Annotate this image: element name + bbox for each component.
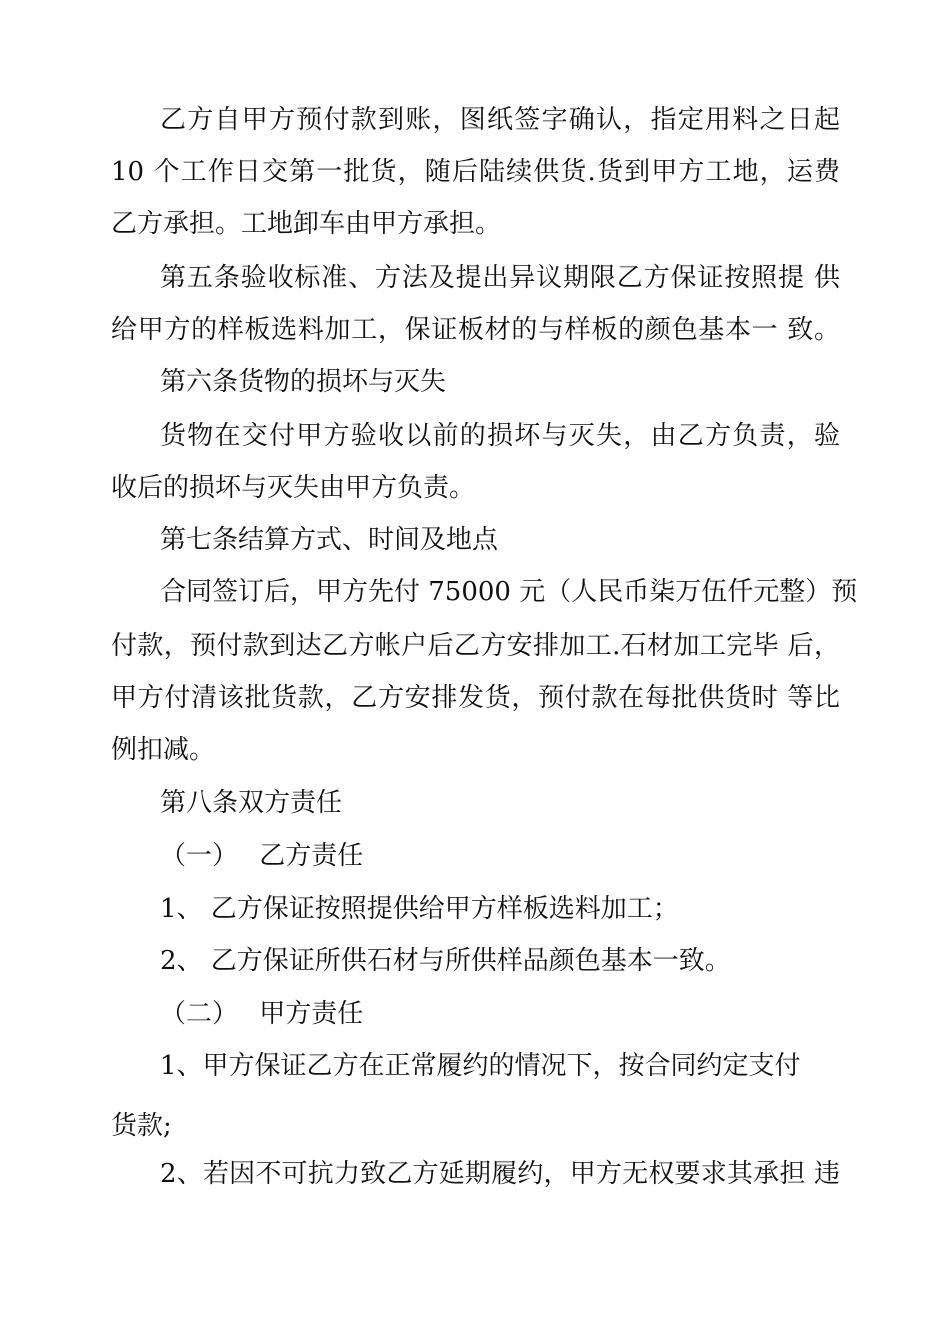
list-item: 2、若因不可抗力致乙方延期履约，甲方无权要求其承担 违 — [160, 1159, 840, 1189]
paragraph-line: 10 个工作日交第一批货，随后陆续供货.货到甲方工地，运费 — [111, 157, 840, 187]
article-8-heading: 第八条双方责任 — [160, 788, 343, 818]
article-6-heading: 第六条货物的损坏与灭失 — [160, 367, 447, 397]
section-party-a-heading: （二） 甲方责任 — [160, 999, 364, 1029]
paragraph-line: 货款; — [111, 1111, 172, 1141]
article-5-heading: 第五条验收标准、方法及提出异议期限乙方保证按照提 供 — [160, 263, 840, 293]
article-7-heading: 第七条结算方式、时间及地点 — [160, 525, 499, 555]
list-item: 1、甲方保证乙方在正常履约的情况下，按合同约定支付 — [160, 1051, 801, 1081]
list-item: 2、 乙方保证所供石材与所供样品颜色基本一致。 — [160, 946, 731, 976]
section-party-b-heading: （一） 乙方责任 — [160, 841, 364, 871]
paragraph-line: 收后的损坏与灭失由甲方负责。 — [111, 473, 476, 503]
paragraph-line: 合同签订后，甲方先付 75000 元（人民币柒万伍仟元整）预 — [160, 577, 858, 607]
paragraph-line: 货物在交付甲方验收以前的损坏与灭失，由乙方负责，验 — [160, 421, 840, 451]
paragraph-line: 给甲方的样板选料加工，保证板材的与样板的颜色基本一 致。 — [111, 315, 840, 345]
paragraph-line: 付款，预付款到达乙方帐户后乙方安排加工.石材加工完毕 后， — [111, 631, 840, 661]
paragraph-line: 乙方承担。工地卸车由甲方承担。 — [111, 209, 502, 239]
paragraph-line: 乙方自甲方预付款到账，图纸签字确认，指定用料之日起 — [160, 105, 840, 135]
paragraph-line: 例扣减。 — [111, 735, 216, 765]
list-item: 1、 乙方保证按照提供给甲方样板选料加工； — [160, 894, 679, 924]
paragraph-line: 甲方付清该批货款，乙方安排发货，预付款在每批供货时 等比 — [111, 683, 840, 713]
